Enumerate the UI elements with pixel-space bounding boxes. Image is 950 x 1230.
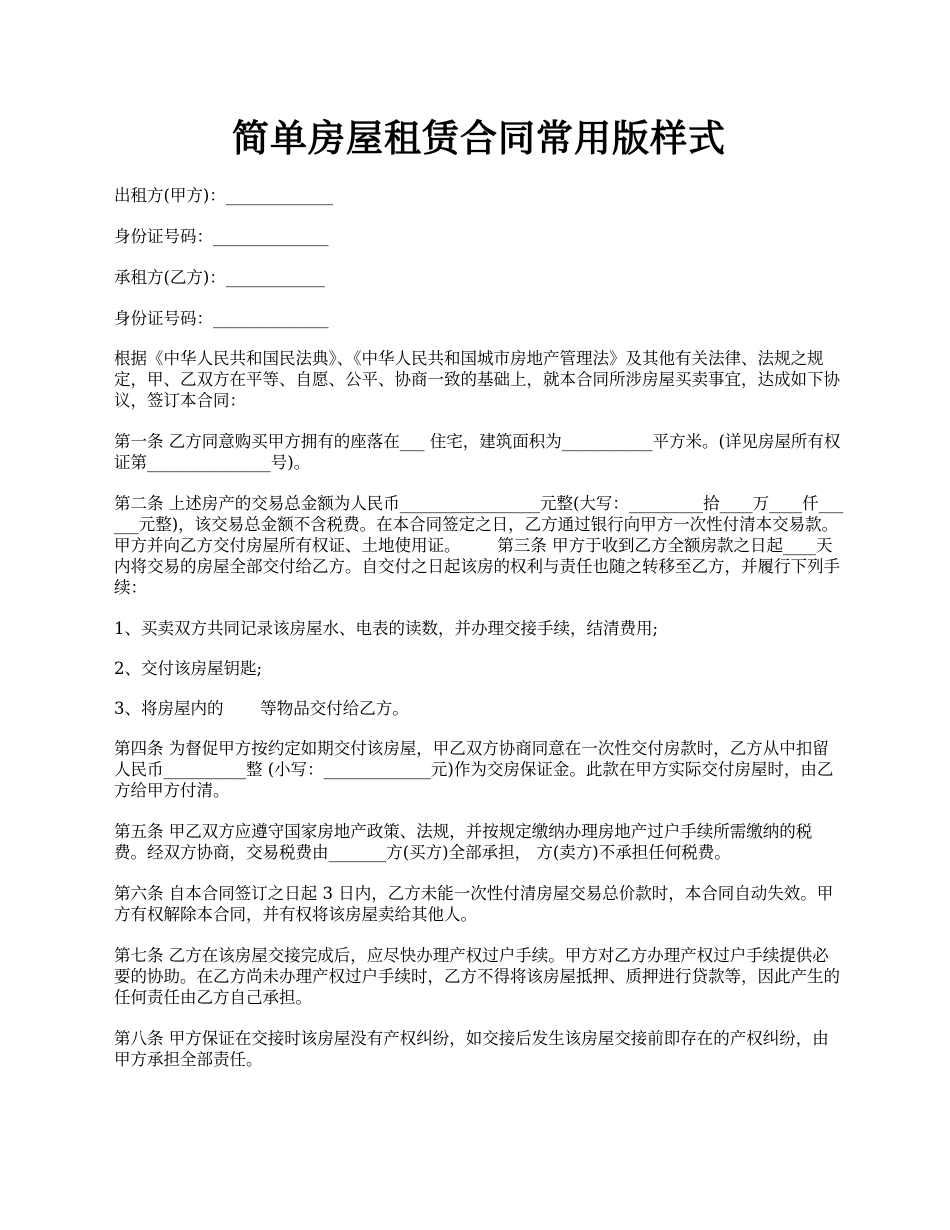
lessor-field: 出租方(甲方)：_____________: [114, 186, 334, 205]
lessee-field: 承租方(乙方)：____________: [114, 268, 325, 287]
list-item: 1、买卖双方共同记录该房屋水、电表的读数，并办理交接手续，结清费用;: [114, 619, 659, 638]
article-5: 第五条 甲乙双方应遵守国家房地产政策、法规，并按规定缴纳办理房地产过户手续所需缴纳的税费。经双方协商，交易税费由_______方(买方)全部承担， 方(卖方)不承担任何税费。: [114, 822, 813, 862]
article-7: 第七条 乙方在该房屋交接完成后，应尽快办理产权过户手续。甲方对乙方办理产权过户手续提供必要的协助。在乙方尚未办理产权过户手续时，乙方不得将该房屋抵押、质押进行贷款等，因此产生的任何责任由乙方自己承担。: [114, 946, 840, 1007]
article-4: 第四条 为督促甲方按约定如期交付该房屋，甲乙双方协商同意在一次性交付房款时，乙方从中扣留人民币__________整 (小写：_____________元)作为交房保证金。此款在甲方实际交付房屋时，由乙方给甲方付清。: [114, 739, 834, 800]
article-2-3: 第二条 上述房产的交易总金额为人民币_________________元整(大写：_________拾____万____仟______元整)，该交易总金额不含税费。在本合同签定之日，乙方通过银行向甲方一次性付清本交易款。甲方并向乙方交付房屋所有权证、土地使用证。 第三条 甲方于收到乙方全额房款之日起____天内将交易的房屋全部交付给乙方。自交付之日起该房的权利与责任也随之转移至乙方，并履行下列手续：: [114, 494, 844, 597]
article-6: 第六条 自本合同签订之日起 3 日内，乙方未能一次性付清房屋交易总价款时，本合同自动失效。甲方有权解除本合同，并有权将该房屋卖给其他人。: [114, 884, 834, 924]
list-item: 3、将房屋内的 等物品交付给乙方。: [114, 699, 409, 718]
document-page: [114, 112, 844, 1090]
lessee-id-field: 身份证号码：______________: [114, 309, 329, 328]
lessor-id-field: 身份证号码：______________: [114, 227, 329, 246]
intro-paragraph: 根据《中华人民共和国民法典》、《中华人民共和国城市房地产管理法》及其他有关法律、法规之规定，甲、乙双方在平等、自愿、公平、协商一致的基础上，就本合同所涉房屋买卖事宜，达成如下协议，签订本合同：: [114, 349, 840, 410]
article-8: 第八条 甲方保证在交接时该房屋没有产权纠纷，如交接后发生该房屋交接前即存在的产权纠纷，由甲方承担全部责任。: [114, 1029, 829, 1069]
article-1: 第一条 乙方同意购买甲方拥有的座落在___ 住宅，建筑面积为___________平方米。(详见房屋所有权证第_______________号)。: [114, 432, 841, 472]
list-item: 2、交付该房屋钥匙;: [114, 659, 263, 678]
document-title: 简单房屋租赁合同常用版样式: [232, 116, 726, 160]
